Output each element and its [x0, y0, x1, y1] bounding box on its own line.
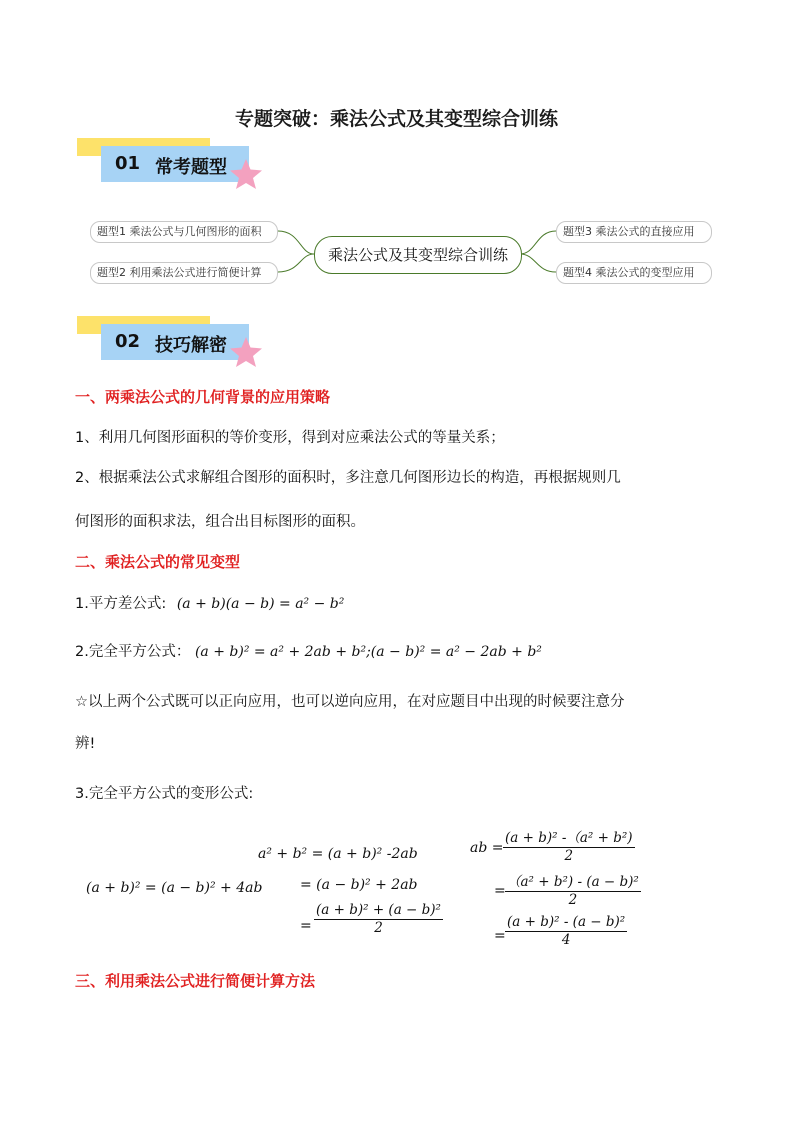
equation-mid-3-eq: = — [300, 918, 312, 934]
fraction-numerator: (a + b)² + (a − b)² — [316, 902, 441, 918]
fraction-denominator: 2 — [564, 848, 574, 864]
mindmap-node-type1: 题型1 乘法公式与几何图形的面积 — [90, 221, 278, 243]
equation-right-1-fraction — [503, 826, 635, 864]
equation-right-3-fraction — [505, 914, 627, 948]
heading-part2: 二、乘法公式的常见变型 — [75, 553, 241, 571]
section-banner-2 — [77, 316, 277, 376]
heading-part3: 三、利用乘法公式进行简便计算方法 — [75, 972, 316, 990]
fraction-denominator: 2 — [568, 892, 578, 908]
formula-2-label: 2.完全平方公式： — [75, 644, 191, 660]
note-line-a: ☆以上两个公式既可以正向应用，也可以逆向应用，在对应题目中出现的时候要注意分 — [75, 694, 625, 710]
equation-right-2-fraction — [505, 870, 641, 908]
paragraph-2b: 何图形的面积求法，组合出目标图形的面积。 — [75, 514, 365, 530]
equation-right-3-eq: = — [494, 928, 506, 944]
mindmap-center-node: 乘法公式及其变型综合训练 — [314, 236, 522, 274]
section-label: 常考题型 — [155, 157, 227, 178]
note-line-b: 辨! — [75, 736, 96, 752]
paragraph-1: 1、利用几何图形面积的等价变形，得到对应乘法公式的等量关系； — [75, 430, 505, 446]
equation-mid-2: = (a − b)² + 2ab — [300, 877, 418, 893]
formula-2-row — [75, 640, 542, 661]
equation-mid-1: a² + b² = (a + b)² -2ab — [258, 846, 418, 862]
section-number: 02 — [115, 331, 141, 352]
formula-3-label: 3.完全平方公式的变形公式: — [75, 786, 254, 802]
fraction-numerator: (a + b)² - (a − b)² — [507, 914, 626, 930]
mindmap-node-type4: 题型4 乘法公式的变型应用 — [556, 262, 712, 284]
star-icon — [229, 336, 263, 368]
section-number: 01 — [115, 153, 141, 174]
equation-left: (a + b)² = (a − b)² + 4ab — [86, 880, 263, 896]
section-label: 技巧解密 — [155, 335, 227, 356]
fraction-numerator: （a² + b²) - (a − b)² — [505, 870, 641, 892]
mindmap-node-type2: 题型2 利用乘法公式进行简便计算 — [90, 262, 278, 284]
heading-part1: 一、两乘法公式的几何背景的应用策略 — [75, 388, 331, 406]
page-title: 专题突破：乘法公式及其变型综合训练 — [234, 108, 558, 130]
equation-mid-3-fraction — [314, 902, 443, 936]
fraction-numerator: (a + b)² -（a² + b²) — [503, 826, 635, 848]
paragraph-2a: 2、根据乘法公式求解组合图形的面积时，多注意几何图形边长的构造，再根据规则几 — [75, 470, 621, 486]
mindmap-node-type3: 题型3 乘法公式的直接应用 — [556, 221, 712, 243]
formula-1: (a + b)(a − b) = a² − b² — [176, 596, 345, 612]
formula-2: (a + b)² = a² + 2ab + b²;(a − b)² = a² − 2ab + b² — [194, 644, 542, 660]
equation-right-2-eq: = — [494, 883, 506, 899]
fraction-denominator: 4 — [561, 932, 571, 948]
formula-1-label: 1.平方差公式: — [75, 596, 167, 612]
fraction-denominator: 2 — [374, 920, 383, 936]
formula-1-row — [75, 592, 344, 613]
equation-right-1-lhs: ab = — [470, 840, 504, 856]
